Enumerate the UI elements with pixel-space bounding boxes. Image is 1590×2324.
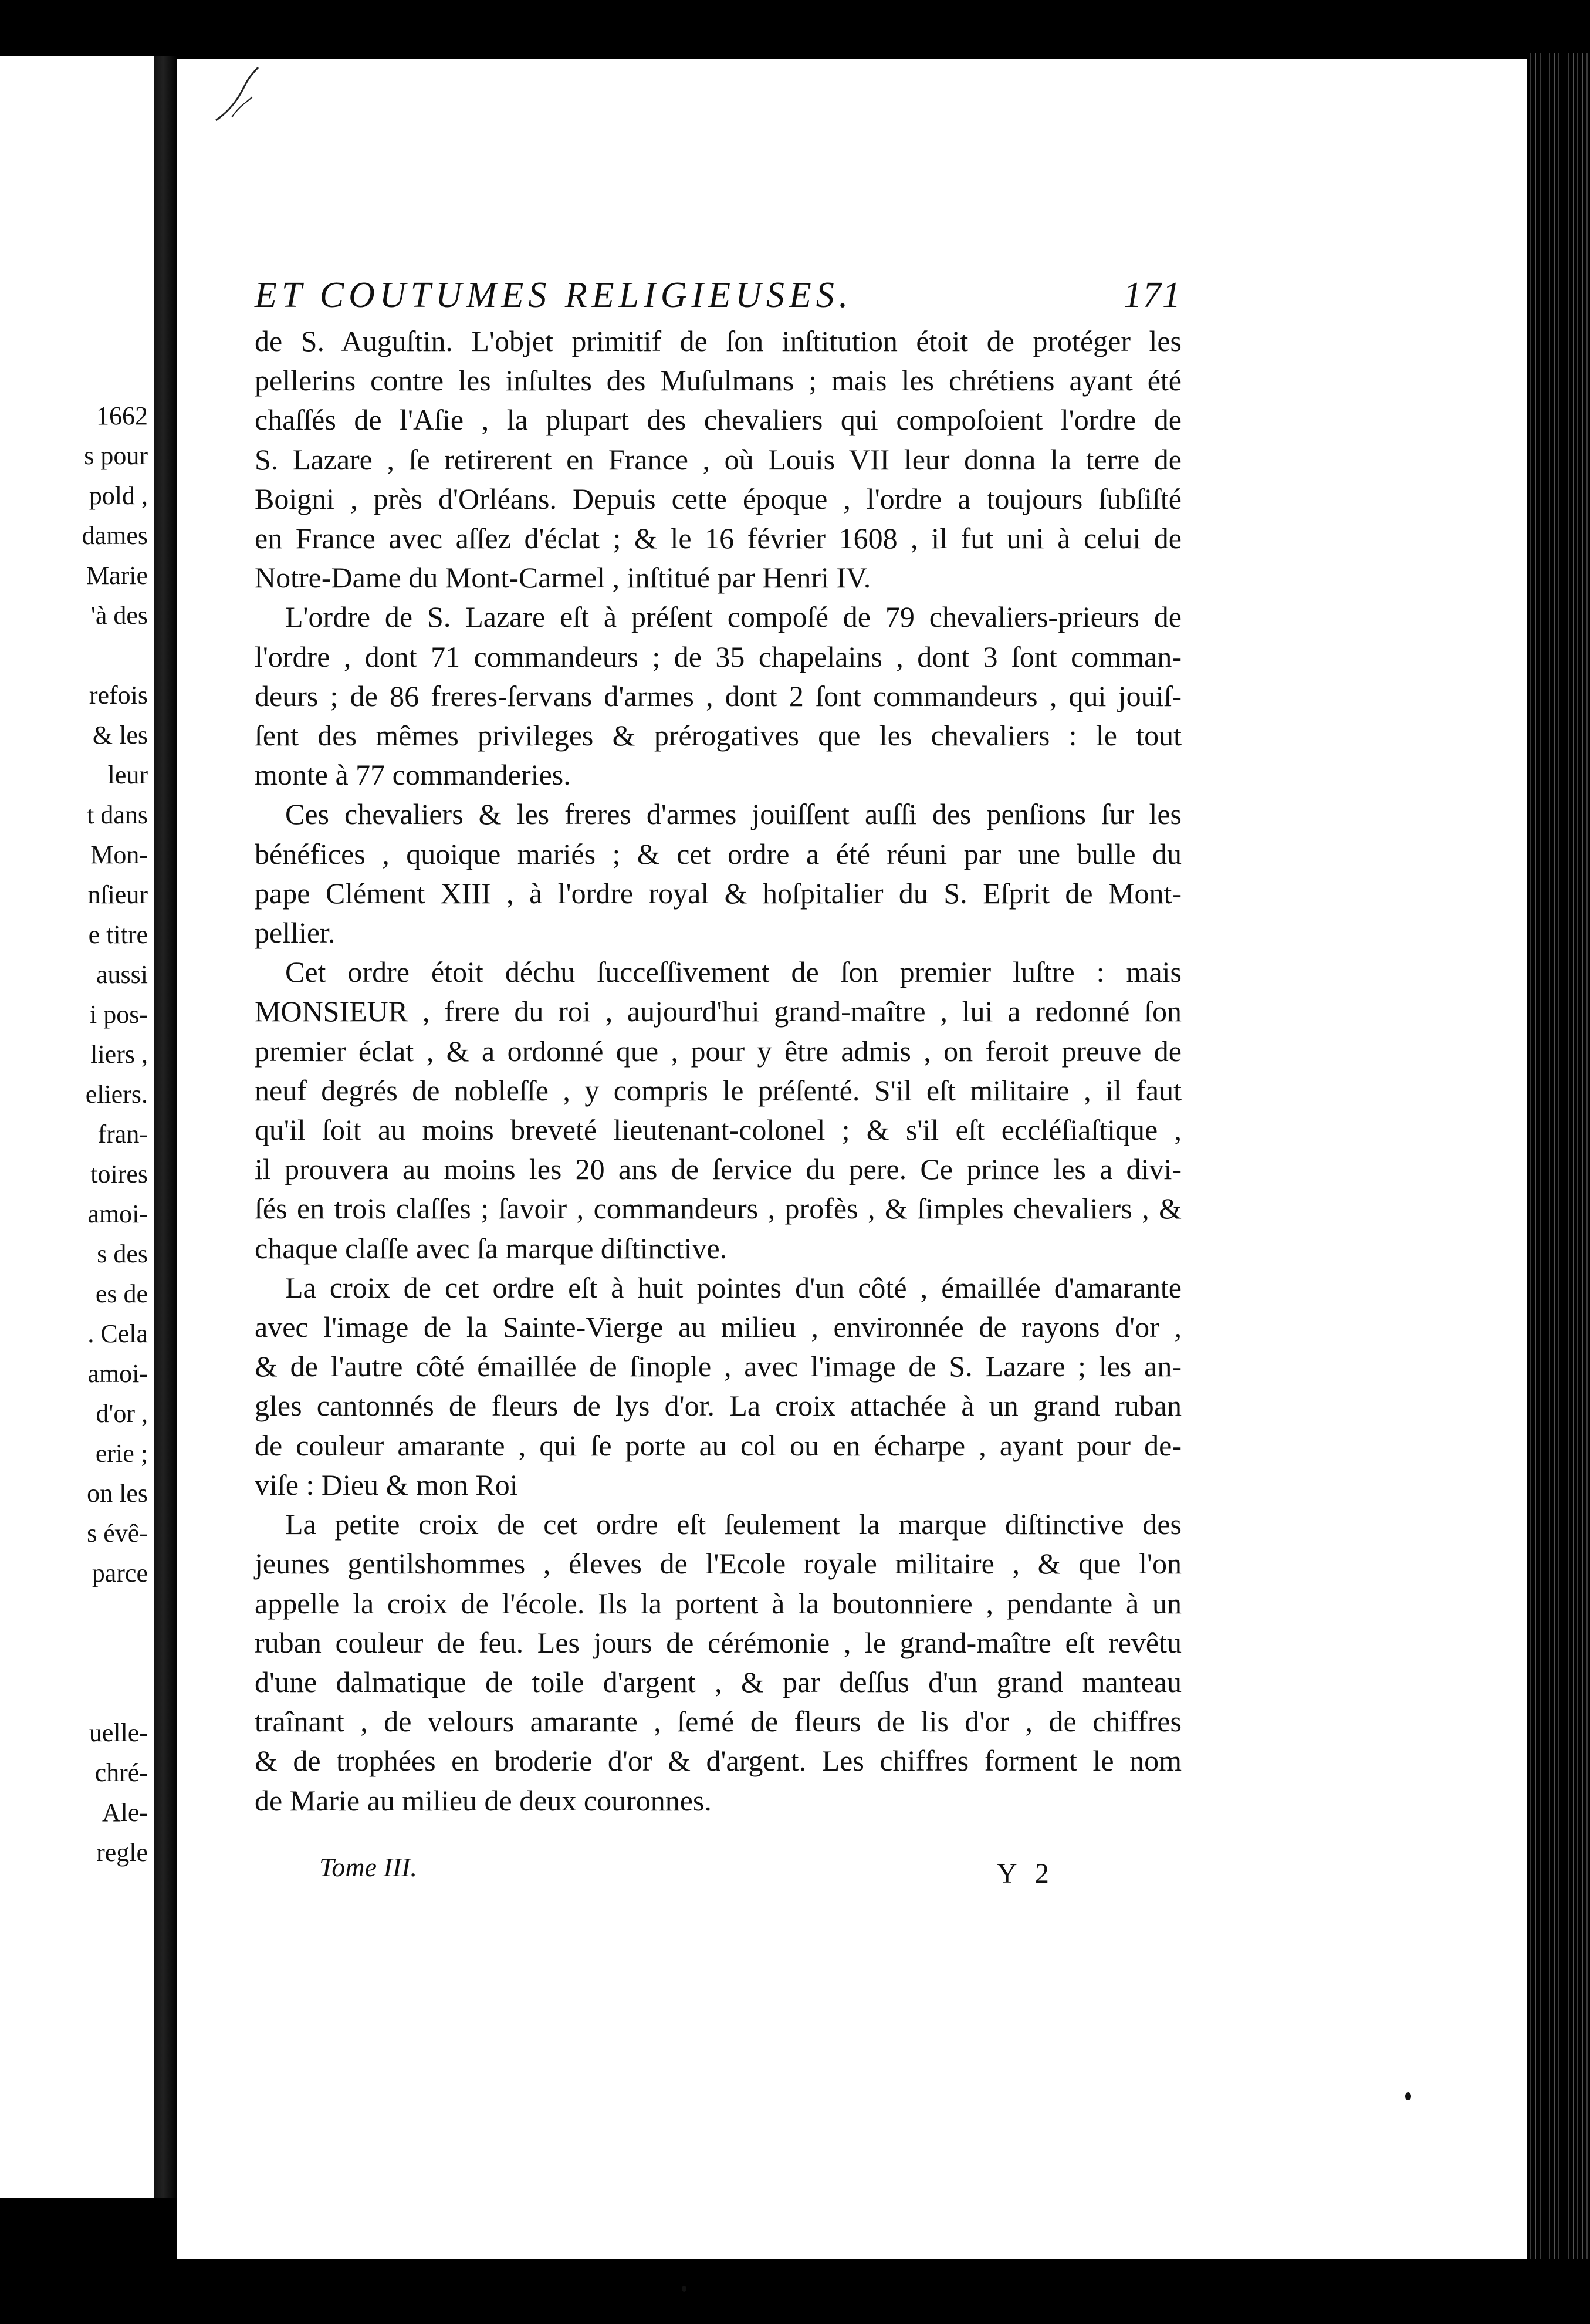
text-line: neuf degrés de nobleſſe , y compris le préſenté. S'il eſt militaire , il faut — [255, 1073, 1182, 1107]
page-edges — [1527, 53, 1590, 2259]
text-line: d'une dalmatique de toile d'argent , & par deſſus d'un grand manteau — [255, 1665, 1182, 1698]
text-line: & de l'autre côté émaillée de ſinople , avec l'image de S. Lazare ; les an- — [255, 1350, 1182, 1383]
text-line: avec l'image de la Sainte-Vierge au milieu , environnée de rayons d'or , — [255, 1310, 1182, 1344]
text-line: de Marie au milieu de deux couronnes. — [255, 1783, 712, 1817]
text-line: La petite croix de cet ordre eſt ſeulement la marque diſtinctive des — [285, 1508, 1182, 1541]
text-line: pape Clément XIII , à l'ordre royal & hoſpitalier du S. Eſprit de Mont- — [255, 876, 1182, 910]
facing-page-line: pold , — [89, 481, 148, 510]
facing-page-line: s pour — [84, 441, 148, 470]
text-line: gles cantonnés de fleurs de lys d'or. La croix attachée à un grand ruban — [255, 1389, 1182, 1423]
text-line: viſe : Dieu & mon Roi — [255, 1468, 518, 1501]
book-gutter — [154, 56, 177, 2198]
paragraph — [255, 322, 1182, 597]
facing-page-line: regle — [96, 1838, 148, 1867]
paragraph — [255, 597, 1182, 795]
text-line: monte à 77 commanderies. — [255, 758, 571, 792]
text-line: ſés en trois claſſes ; ſavoir , commandeurs , profès , & ſimples chevaliers , & — [255, 1192, 1182, 1225]
facing-page-line: toires — [90, 1160, 148, 1188]
text-line: premier éclat , & a ordonné que , pour y être admis , on feroit preuve de — [255, 1034, 1182, 1068]
facing-page-line: 'à des — [90, 601, 148, 630]
scan-speck — [1405, 2092, 1411, 2100]
volume-label: Tome III. — [319, 1852, 417, 1882]
paragraph — [255, 1505, 1182, 1820]
text-line: Boigni , près d'Orléans. Depuis cette époque , l'ordre a toujours ſubſiſté — [255, 482, 1182, 515]
text-line: S. Lazare , ſe retirerent en France , où Louis VII leur donna la terre de — [255, 442, 1182, 476]
page-number: 171 — [1124, 275, 1182, 315]
text-line: L'ordre de S. Lazare eſt à préſent compoſé de 79 chevaliers-prieurs de — [285, 600, 1182, 634]
facing-page-line: t dans — [87, 800, 148, 829]
text-line: jeunes gentilshommes , éleves de l'Ecole royale militaire , & que l'on — [255, 1547, 1182, 1580]
facing-page-fragment — [0, 56, 154, 2198]
text-line: ſent des mêmes privileges & prérogatives que les chevaliers : le tout — [255, 719, 1182, 752]
facing-page-line: e titre — [88, 920, 148, 949]
facing-page-line: s évê- — [87, 1519, 148, 1548]
facing-page-line: on les — [87, 1479, 148, 1508]
facing-page-line: refois — [89, 681, 148, 710]
facing-page-line: erie ; — [95, 1439, 148, 1468]
text-line: pellier. — [255, 916, 336, 950]
text-line: Ces chevaliers & les freres d'armes jouiſſent auſſi des penſions ſur les — [285, 798, 1182, 831]
text-line: il prouvera au moins les 20 ans de ſervice du pere. Ce prince les a divi- — [255, 1153, 1182, 1186]
facing-page-line: nſieur — [87, 880, 148, 909]
text-line: chaque claſſe avec ſa marque diſtinctive. — [255, 1231, 728, 1265]
facing-page-line: parce — [92, 1559, 148, 1587]
facing-page-line: Marie — [86, 561, 148, 590]
facing-page-line: uelle- — [89, 1718, 148, 1747]
facing-page-text — [0, 396, 154, 1873]
facing-page-line: s des — [97, 1239, 148, 1268]
text-line: en France avec aſſez d'éclat ; & le 16 février 1608 , il fut uni à celui de — [255, 522, 1182, 555]
text-line: MONSIEUR , frere du roi , aujourd'hui grand-maître , lui a redonné ſon — [255, 995, 1182, 1028]
pen-mark-icon — [211, 65, 264, 129]
facing-page-line: es de — [95, 1279, 148, 1308]
facing-page-line: liers , — [90, 1040, 148, 1069]
text-line: ruban couleur de feu. Les jours de cérémonie , le grand-maître eſt revêtu — [255, 1626, 1182, 1659]
facing-page-line: aussi — [96, 960, 148, 989]
facing-page-line — [0, 1633, 154, 1673]
page-footer — [255, 1852, 1182, 1893]
text-line: de couleur amarante , qui ſe porte au col ou en écharpe , ayant pour de- — [255, 1428, 1182, 1462]
facing-page-line — [0, 1673, 154, 1713]
text-line: Notre-Dame du Mont-Carmel , inſtitué par Henri IV. — [255, 561, 871, 594]
facing-page-line: i pos- — [90, 1000, 148, 1029]
text-line: & de trophées en broderie d'or & d'argent. Les chiffres forment le nom — [255, 1744, 1182, 1778]
facing-page-line: . Cela — [87, 1319, 148, 1348]
facing-page-line: dames — [82, 521, 148, 550]
facing-page-line: amoi- — [87, 1359, 148, 1388]
text-line: l'ordre , dont 71 commandeurs ; de 35 chapelains , dont 3 ſont comman- — [255, 640, 1182, 673]
text-line: deurs ; de 86 freres-ſervans d'armes , dont 2 ſont commandeurs , qui jouiſ- — [255, 679, 1182, 712]
facing-page-line: Ale- — [102, 1798, 148, 1827]
paragraph — [255, 1268, 1182, 1505]
facing-page-line: & les — [92, 721, 148, 749]
facing-page-line: leur — [107, 761, 148, 789]
text-line: Cet ordre étoit déchu ſucceſſivement de ſon premier luſtre : mais — [285, 955, 1182, 989]
facing-page-line: eliers. — [85, 1080, 148, 1109]
text-line: qu'il ſoit au moins breveté lieutenant-colonel ; & s'il eſt eccléſiaſtique , — [255, 1113, 1182, 1147]
paragraph — [255, 952, 1182, 1268]
text-line: pellerins contre les inſultes des Muſulmans ; mais les chrétiens ayant été — [255, 364, 1182, 397]
paragraph — [255, 795, 1182, 952]
facing-page-line: fran- — [97, 1120, 148, 1149]
facing-page-line: d'or , — [96, 1399, 148, 1428]
facing-page-line: chré- — [94, 1758, 148, 1787]
signature-mark: Y 2 — [997, 1858, 1055, 1889]
facing-page-line — [0, 636, 154, 675]
body-text — [255, 322, 1182, 1820]
running-head-title: ET COUTUMES RELIGIEUSES. — [255, 275, 853, 315]
facing-page-line: amoi- — [87, 1200, 148, 1228]
text-line: traînant , de velours amarante , ſemé de fleurs de lis d'or , de chiffres — [255, 1705, 1182, 1738]
scan-speck — [682, 2286, 686, 2292]
text-line: chaſſés de l'Aſie , la plupart des chevaliers qui compoſoient l'ordre de — [255, 403, 1182, 437]
text-line: de S. Auguſtin. L'objet primitif de ſon inſtitution étoit de protéger les — [255, 325, 1182, 357]
running-head — [255, 275, 1182, 322]
facing-page-line: Mon- — [90, 840, 148, 869]
text-line: appelle la croix de l'école. Ils la portent à la boutonniere , pendante à un — [255, 1586, 1182, 1620]
facing-page-line: 1662 — [96, 401, 148, 430]
text-line: bénéfices , quoique mariés ; & cet ordre a été réuni par une bulle du — [255, 837, 1182, 870]
facing-page-line — [0, 1593, 154, 1633]
text-line: La croix de cet ordre eſt à huit pointes d'un côté , émaillée d'amarante — [285, 1271, 1182, 1304]
